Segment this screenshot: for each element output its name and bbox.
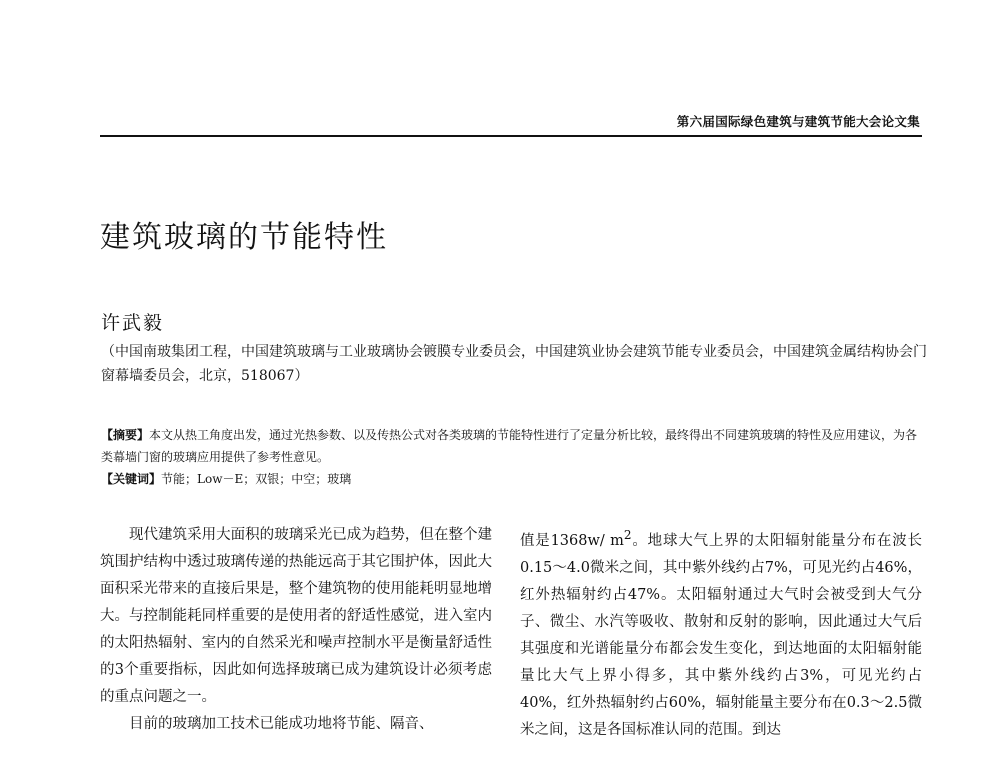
abstract-block <box>101 424 923 490</box>
keywords-text: 节能；Low－E；双银；中空；玻璃 <box>161 472 352 486</box>
superscript: 2 <box>623 528 632 542</box>
author-affiliation: （中国南玻集团工程，中国建筑玻璃与工业玻璃协会镀膜专业委员会，中国建筑业协会建筑节能专业委员会，中国建筑金属结构协会门窗幕墙委员会，北京，518067） <box>101 344 927 384</box>
header-rule <box>100 135 922 137</box>
body-text: 。地球大气上界的太阳辐射能量分布在波长0.15～4.0微米之间，其中紫外线约占7%，可见光约占46%，红外热辐射约占47%。太阳辐射通过大气时会被受到大气分子、微尘、水汽等吸收、散射和反射的影响，因此通过大气后其强度和光谱能量分布都会发生变化，到达地面的太阳辐射能量比大气上界小得多，其中紫外线约占3%，可见光约占40%，红外热辐射约占60%，辐射能量主要分布在0.3～2.5微米之间，这是各国标准认同的范围。到达 <box>520 532 923 738</box>
running-header: 第六届国际绿色建筑与建筑节能大会论文集 <box>676 114 920 129</box>
body-paragraph: 目前的玻璃加工技术已能成功地将节能、隔音、 <box>129 716 434 732</box>
author-name: 许武毅 <box>101 312 165 334</box>
body-text: 值是1368w/ m <box>520 532 624 549</box>
abstract-label: 【摘要】 <box>101 428 150 442</box>
abstract-text: 本文从热工角度出发，通过光热参数、以及传热公式对各类玻璃的节能特性进行了定量分析比较，最终得出不同建筑玻璃的特性及应用建议，为各类幕墙门窗的玻璃应用提供了参考性意见。 <box>101 428 918 464</box>
paper-title: 建筑玻璃的节能特性 <box>100 220 388 255</box>
body-left-column <box>100 522 492 738</box>
body-paragraph: 现代建筑采用大面积的玻璃采光已成为趋势，但在整个建筑围护结构中透过玻璃传递的热能远高于其它围护体，因此大面积采光带来的直接后果是，整个建筑物的使用能耗明显地增大。与控制能耗同样重要的是使用者的舒适性感觉，进入室内的太阳热辐射、室内的自然采光和噪声控制水平是衡量舒适性的3个重要指标，因此如何选择玻璃已成为建筑设计必须考虑的重点问题之一。 <box>100 527 492 705</box>
keywords <box>101 468 923 490</box>
body-paragraph <box>520 522 922 744</box>
body-right-column <box>520 522 922 744</box>
keywords-label: 【关键词】 <box>101 472 162 486</box>
abstract <box>101 424 923 468</box>
